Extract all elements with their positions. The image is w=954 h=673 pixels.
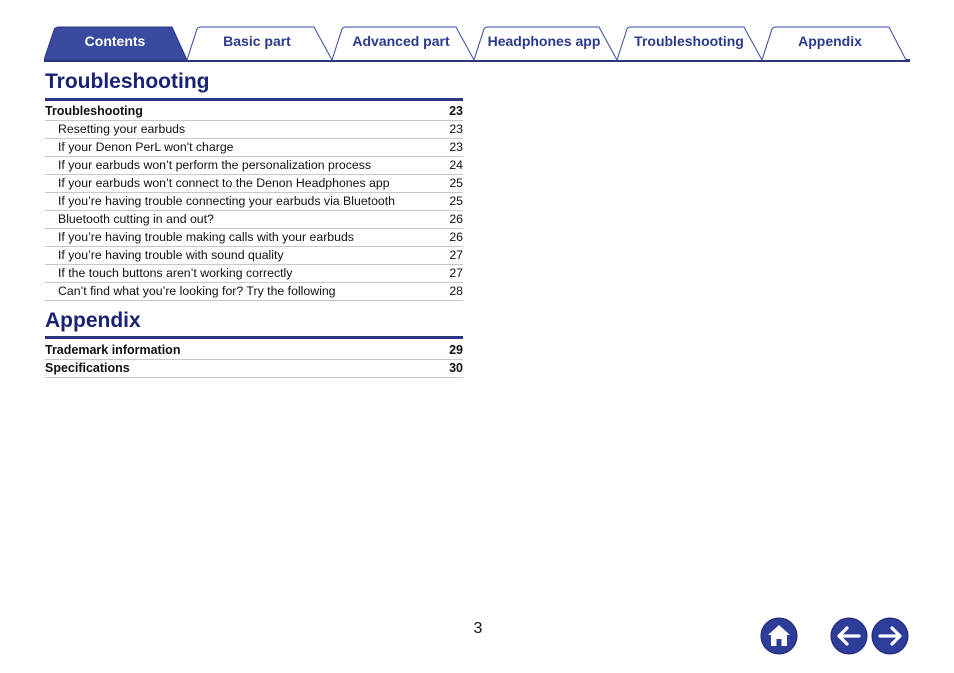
toc-item-page: 23 <box>449 140 463 154</box>
tab-bar <box>44 26 910 62</box>
toc-item-title: Can’t find what you’re looking for? Try the following <box>58 284 336 298</box>
section-rule <box>45 98 463 101</box>
toc-item-page: 23 <box>449 122 463 136</box>
home-button[interactable] <box>760 617 798 655</box>
toc-heading-page: 23 <box>449 104 463 118</box>
toc-appendix <box>45 342 463 378</box>
tab-headphones-app[interactable]: Headphones app <box>487 33 601 49</box>
tab-troubleshooting[interactable]: Troubleshooting <box>634 33 744 49</box>
arrow-left-icon <box>830 617 868 655</box>
toc-item-page: 26 <box>449 212 463 226</box>
section-title-appendix: Appendix <box>45 309 141 332</box>
page-number: 3 <box>473 620 483 637</box>
toc-item[interactable] <box>45 139 463 157</box>
tab-appendix[interactable]: Appendix <box>798 33 862 49</box>
forward-button[interactable] <box>871 617 909 655</box>
toc-item-title: Bluetooth cutting in and out? <box>58 212 214 226</box>
toc-item-page: 28 <box>449 284 463 298</box>
toc-item-title: If your earbuds won’t connect to the Denon Headphones app <box>58 176 390 190</box>
toc-heading-page: 29 <box>449 343 463 357</box>
toc-item-page: 25 <box>449 194 463 208</box>
toc-heading-title: Trademark information <box>45 343 181 357</box>
tab-advanced-part[interactable]: Advanced part <box>352 33 450 49</box>
tab-contents[interactable]: Contents <box>84 33 146 49</box>
arrow-right-icon <box>871 617 909 655</box>
toc-heading[interactable] <box>45 103 463 121</box>
toc-heading[interactable] <box>45 342 463 360</box>
toc-item[interactable] <box>45 229 463 247</box>
toc-item[interactable] <box>45 157 463 175</box>
home-icon <box>760 617 798 655</box>
toc-heading-title: Troubleshooting <box>45 104 143 118</box>
toc-item-title: If you’re having trouble with sound quality <box>58 248 284 262</box>
toc-item-page: 24 <box>449 158 463 172</box>
toc-item[interactable] <box>45 211 463 229</box>
toc-item-title: If you’re having trouble connecting your earbuds via Bluetooth <box>58 194 396 208</box>
toc-item[interactable] <box>45 193 463 211</box>
toc-item-title: If your earbuds won’t perform the personalization process <box>58 158 372 172</box>
toc-item[interactable] <box>45 265 463 283</box>
toc-troubleshooting <box>45 103 463 301</box>
section-rule <box>45 336 463 339</box>
toc-item[interactable] <box>45 283 463 301</box>
toc-item-page: 27 <box>449 266 463 280</box>
toc-heading-page: 30 <box>449 361 463 375</box>
toc-item-page: 25 <box>449 176 463 190</box>
back-button[interactable] <box>830 617 868 655</box>
toc-item[interactable] <box>45 247 463 265</box>
toc-item[interactable] <box>45 121 463 139</box>
toc-item-title: Resetting your earbuds <box>58 122 186 136</box>
toc-item-page: 27 <box>449 248 463 262</box>
toc-item-title: If your Denon PerL won't charge <box>58 140 234 154</box>
tab-basic-part[interactable]: Basic part <box>223 33 291 49</box>
toc-heading[interactable] <box>45 360 463 378</box>
toc-item[interactable] <box>45 175 463 193</box>
section-title-troubleshooting: Troubleshooting <box>45 70 210 93</box>
toc-item-page: 26 <box>449 230 463 244</box>
toc-item-title: If the touch buttons aren’t working correctly <box>58 266 293 280</box>
toc-item-title: If you’re having trouble making calls with your earbuds <box>58 230 354 244</box>
toc-heading-title: Specifications <box>45 361 130 375</box>
